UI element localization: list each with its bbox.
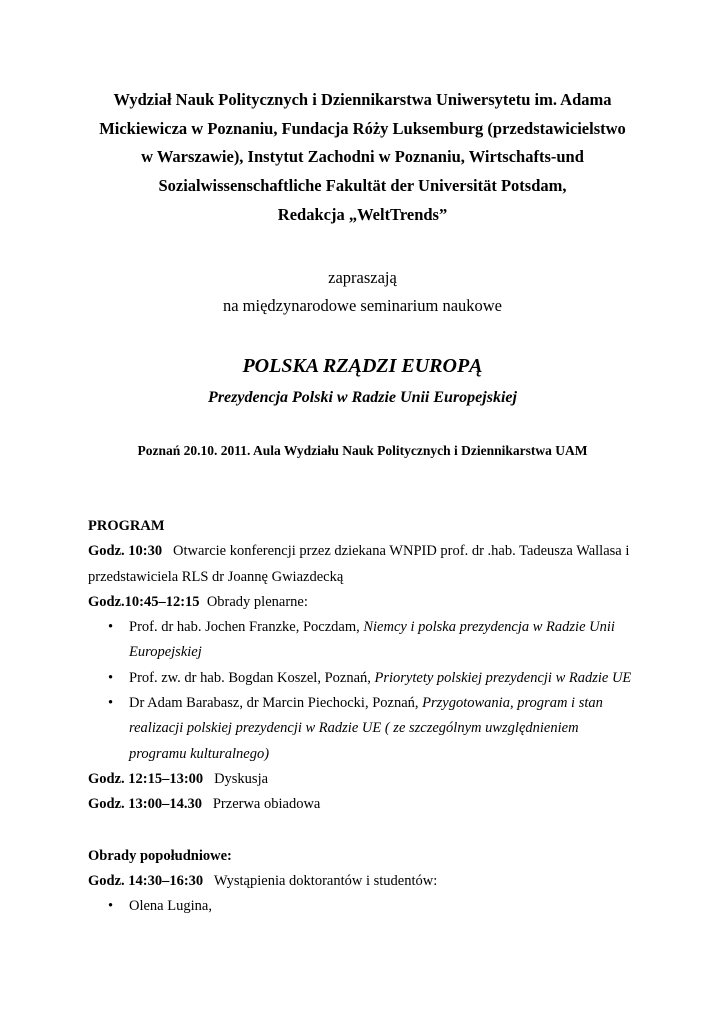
talk-list-item bbox=[88, 691, 658, 767]
talk-title: Przygotowania, program i stan bbox=[422, 695, 603, 712]
bullet-icon: • bbox=[108, 695, 114, 712]
lunch-text: Przerwa obiadowa bbox=[212, 796, 321, 813]
plenary-text: Obrady plenarne: bbox=[206, 593, 308, 610]
opening-item bbox=[88, 539, 658, 564]
bullet-icon: • bbox=[108, 619, 114, 636]
header-line: Sozialwissenschaftliche Fakultät der Universität Potsdam, bbox=[158, 176, 567, 196]
lunch-time: Godz. 13:00–14.30 bbox=[88, 796, 202, 813]
program-heading: PROGRAM bbox=[88, 518, 165, 534]
discussion-text: Dyskusja bbox=[214, 770, 269, 787]
afternoon-item bbox=[88, 869, 658, 894]
invitation-line-2: na międzynarodowe seminarium naukowe bbox=[222, 296, 503, 315]
discussion-item bbox=[88, 767, 658, 792]
invitation bbox=[0, 264, 725, 320]
opening-time: Godz. 10:30 bbox=[88, 543, 163, 560]
discussion-time: Godz. 12:15–13:00 bbox=[88, 770, 204, 787]
talk-list-item bbox=[88, 615, 658, 666]
invitation-line-1: zapraszają bbox=[328, 268, 397, 287]
program-section bbox=[88, 514, 658, 919]
talk-title: Priorytety polskiej prezydencji w Radzie UE bbox=[374, 669, 632, 686]
talk-list-item bbox=[88, 666, 658, 691]
header-line: Wydział Nauk Politycznych i Dziennikarstwa Uniwersytetu im. Adama bbox=[113, 90, 612, 109]
venue-date: Poznań 20.10. 2011. Aula Wydziału Nauk Politycznych i Dziennikarstwa UAM bbox=[137, 443, 588, 458]
header-line: w Warszawie), Instytut Zachodni w Poznaniu, Wirtschafts-und bbox=[141, 147, 584, 167]
header-line: Mickiewicza w Poznaniu, Fundacja Róży Luksemburg (przedstawicielstwo bbox=[99, 118, 626, 138]
talk-title-cont: programu kulturalnego) bbox=[129, 745, 270, 762]
plenary-time: Godz.10:45–12:15 bbox=[88, 593, 200, 610]
afternoon-text: Wystąpienia doktorantów i studentów: bbox=[213, 872, 438, 889]
organizers-header bbox=[70, 86, 655, 230]
lunch-item bbox=[88, 792, 658, 817]
talk-speaker: Prof. dr hab. Jochen Franzke, Poczdam, bbox=[129, 619, 364, 636]
talk-title: Niemcy i polska prezydencja w Radzie Unii bbox=[363, 619, 615, 636]
seminar-subtitle: Prezydencja Polski w Radzie Unii Europejskiej bbox=[208, 389, 517, 406]
bullet-icon: • bbox=[108, 669, 114, 686]
opening-text-cont: przedstawiciela RLS dr Joannę Gwiazdecką bbox=[88, 568, 344, 585]
talk-speaker: Dr Adam Barabasz, dr Marcin Piechocki, Poznań, bbox=[129, 695, 423, 712]
header-line: Redakcja „WeltTrends” bbox=[277, 204, 448, 224]
seminar-title: POLSKA RZĄDZI EUROPĄ bbox=[242, 355, 483, 377]
speaker-name: Olena Lugina, bbox=[129, 898, 212, 915]
talk-speaker: Prof. zw. dr hab. Bogdan Koszel, Poznań, bbox=[129, 669, 375, 686]
plenary-item bbox=[88, 590, 658, 615]
speaker-list-item bbox=[88, 894, 658, 919]
opening-text: Otwarcie konferencji przez dziekana WNPID prof. dr .hab. Tadeusza Wallasa i bbox=[172, 543, 630, 560]
afternoon-time: Godz. 14:30–16:30 bbox=[88, 872, 204, 889]
talk-title-cont: realizacji polskiej prezydencji w Radzie UE ( ze szczególnym uwzględnieniem bbox=[129, 720, 579, 737]
afternoon-heading: Obrady popołudniowe: bbox=[88, 847, 232, 864]
talk-title-cont: Europejskiej bbox=[129, 644, 202, 661]
bullet-icon: • bbox=[108, 898, 114, 915]
